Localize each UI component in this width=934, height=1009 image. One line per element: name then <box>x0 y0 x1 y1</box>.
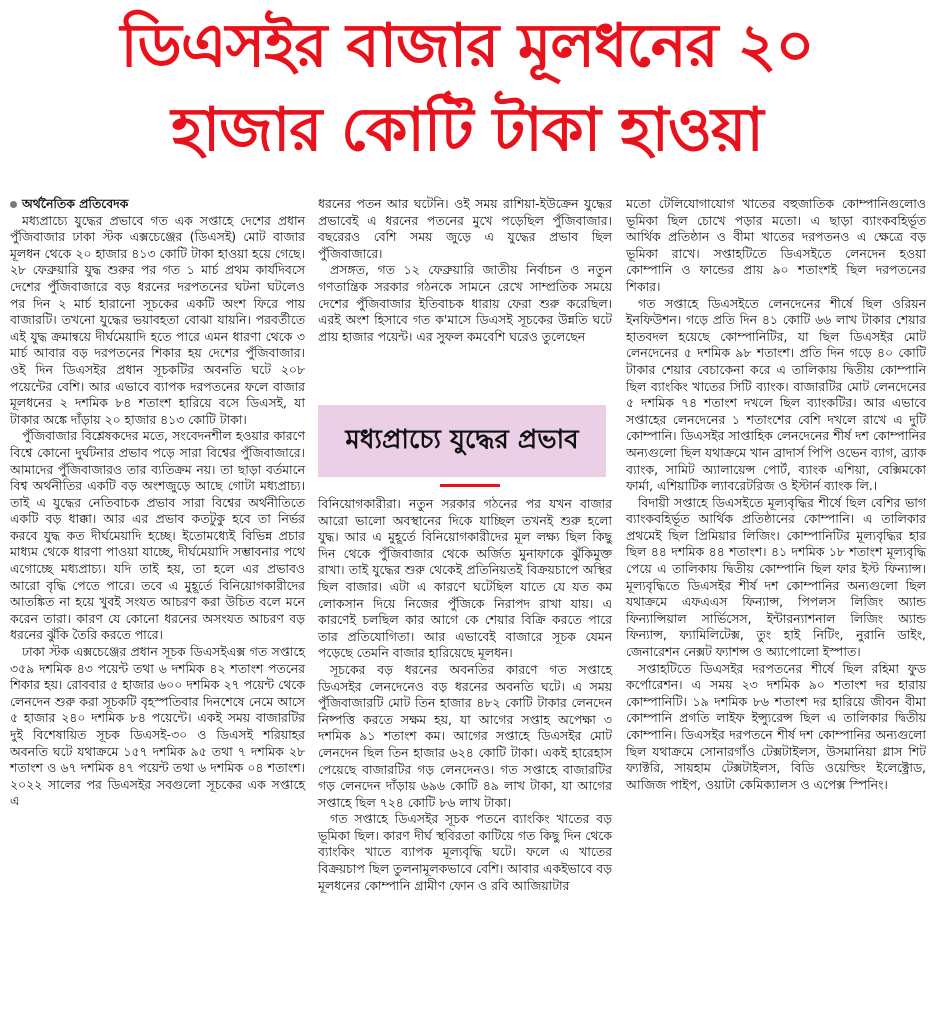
column-1 <box>10 196 305 810</box>
paragraph: পুঁজিবাজার বিশ্লেষকদের মতে, সংবেদনশীল হওয়ার কারণে বিশ্বে কোনো দুর্ঘটনার প্রভাব পড়ে সারা বিশ্বের পুঁজিবাজারে। আমাদের পুঁজিবাজারও তার ব্যতিক্রম নয়। তা ছাড়া বর্তমানে বিশ্ব অর্থনীতির একটি বড় অংশজুড়ে আছে গোটা মধ্যপ্রাচ্য। তাই এ যুদ্ধের নেতিবাচক প্রভাব সারা বিশ্বের অর্থনীতিতে একটি বড় ধাক্কা। আর এর প্রভাব কতটুকু হবে তা নির্ভর করবে যুদ্ধ কত দীর্ঘমেয়াদি হচ্ছে। ইতোমধ্যেই বিভিন্ন প্রচার মাধ্যম থেকে ধারণা পাওয়া যাচ্ছে, দীর্ঘমেয়াদি সম্ভাবনার পথে এগোচ্ছে মধ্যপ্রাচ্য। যদি তাই হয়, তা হলে এর প্রভাবও আরো বৃদ্ধি পেতে পারে। তবে এ মুহূর্তে বিনিয়োগকারীদের আতঙ্কিত না হয়ে খুবই সংযত আচরণ করা উচিত বলে মনে করেন তারা। কারণ যে কোনো ধরনের অসংযত আচরণ বড় ধরনের ঝুঁকি তৈরি করতে পারে। <box>10 428 305 643</box>
headline-line-2: হাজার কোটি টাকা হাওয়া <box>171 95 763 165</box>
paragraph: মতো টেলিযোগাযোগ খাতের বহুজাতিক কোম্পানিগুলোও ভূমিকা ছিল চোখে পড়ার মতো। এ ছাড়া ব্যাংকবহির্ভূত আর্থিক প্রতিষ্ঠান ও বীমা খাতের দরপতনও এ ক্ষেত্রে বড় ভূমিকা রাখে। সপ্তাহটিতে ডিএসইতে লেনদেন হওয়া কোম্পানি ও ফান্ডের প্রায় ৯০ শতাংশই ছিল দরপতনের শিকার। <box>626 196 926 294</box>
paragraph: মধ্যপ্রাচ্যে যুদ্ধের প্রভাবে গত এক সপ্তাহে দেশের প্রধান পুঁজিবাজার ঢাকা স্টক এক্সচেঞ্জের (ডিএসই) মোট বাজার মূলধন থেকে ২০ হাজার ৪১৩ কোটি টাকা হাওয়া হয়ে গেছে। ২৮ ফেব্রুয়ারি যুদ্ধ শুরুর পর গত ১ মার্চ প্রথম কার্যদিবসে দেশের পুঁজিবাজারে বড় ধরনের দরপতনের ঘটনা ঘটলেও পর দিন ২ মার্চ হারানো সূচকের একটি অংশ ফিরে পায় বাজারটি। তখনো যুদ্ধের ভয়াবহতা বোঝা যায়নি। পরবর্তীতে এই যুদ্ধ ক্রমান্বয়ে দীর্ঘমেয়াদি হতে পারে এমন ধারণা থেকে ৩ মার্চ আবার বড় দরপতনের শিকার হয় দেশের পুঁজিবাজার। ওই দিন ডিএসইর প্রধান সূচকটির অবনতি ঘটে ২০৮ পয়েন্টের বেশি। আর এভাবে ব্যাপক দরপতনের ফলে বাজার মূলধনের ২ দশমিক ৮৪ শতাংশ হারিয়ে বসে ডিএসই, যা টাকার অঙ্কে দাঁড়ায় ২০ হাজার ৪১৩ কোটি টাকা। <box>10 212 305 427</box>
paragraph: ঢাকা স্টক এক্সচেঞ্জের প্রধান সূচক ডিএসইএক্স গত সপ্তাহে ৩৫৯ দশমিক ৪৩ পয়েন্ট তথা ৬ দশমিক ৪২ শতাংশ পতনের শিকার হয়। রোববার ৫ হাজার ৬০০ দশমিক ২৭ পয়েন্ট থেকে লেনদেন শুরু করা সূচকটি বৃহস্পতিবার দিনশেষে নেমে আসে ৫ হাজার ২৪০ দশমিক ৮৪ পয়েন্টে। একই সময় বাজারটির দুই বিশেষায়িত সূচক ডিএসই-৩০ ও ডিএসই শরিয়াহর অবনতি ঘটে যথাক্রমে ১৫৭ দশমিক ৯৫ তথা ৭ দশমিক ২৮ শতাংশ ও ৬৭ দশমিক ৪৭ পয়েন্ট তথা ৬ দশমিক ০৪ শতাংশ। ২০২২ সালের পর ডিএসইর সবগুলো সূচকের এক সপ্তাহে এ <box>10 644 305 809</box>
headline-line-1: ডিএসইর বাজার মূলধনের ২০ <box>120 11 814 81</box>
column-2-top <box>318 196 612 345</box>
headline <box>0 4 934 172</box>
paragraph: প্রসঙ্গত, গত ১২ ফেব্রুয়ারি জাতীয় নির্বাচন ও নতুন গণতান্ত্রিক সরকার গঠনকে সামনে রেখে সাম্প্রতিক সময়ে দেশের পুঁজিবাজার ইতিবাচক ধারায় ফেরা শুরু করেছিল। এরই অংশ হিসাবে গত ক'মাসে ডিএসই সূচকের উন্নতি ঘটে প্রায় হাজার পয়েন্ট। এর সুফল কমবেশি ঘরেও তুলেছেন <box>318 262 612 344</box>
paragraph: গত সপ্তাহে ডিএসইতে লেনদেনের শীর্ষে ছিল ওরিয়ন ইনফিউশন। গড়ে প্রতি দিন ৪১ কোটি ৬৬ লাখ টাকার শেয়ার হাতবদল হয়েছে কোম্পানিটির, যা ছিল ডিএসইর মোট লেনদেনের ৫ দশমিক ৯৮ শতাংশ। প্রতি দিন গড়ে ৪০ কোটি টাকার শেয়ার বেচাকেনা করে এ তালিকায় দ্বিতীয় কোম্পানি ছিল ব্যাংকিং খাতের সিটি ব্যাংক। বাজারটির মোট লেনদেনের ৫ দশমিক ৭৪ শতাংশ দখলে ছিল ব্যাংকটির। আর এভাবে সপ্তাহের লেনদেনের ১ শতাংশের বেশি দখলে রাখে এ দুটি কোম্পানি। ডিএসইর সাপ্তাহিক লেনদেনের শীর্ষ দশ কোম্পানির অন্যগুলো ছিল যথাক্রমে খান ব্রাদার্স পিপি ওভেন ব্যাগ, ব্র্যাক ব্যাংক, সামিট অ্যালায়েন্স পোর্ট, ব্যাংক এশিয়া, বেক্সিমকো ফার্মা, এশিয়াটিক ল্যাবরেটরিজ ও ইস্টার্ন ব্যাংক লি.। <box>626 295 926 494</box>
paragraph: সপ্তাহটিতে ডিএসইর দরপতনের শীর্ষে ছিল রহিমা ফুড কর্পোরেশন। এ সময় ২৩ দশমিক ৯০ শতাংশ দর হারায় কোম্পানিটি। ১৯ দশমিক ৮৬ শতাংশ দর হারিয়ে জীবন বীমা কোম্পানি প্রগতি লাইফ ইন্স্যুরেন্স ছিল এ তালিকার দ্বিতীয় কোম্পানি। ডিএসইর দরপতনে শীর্ষ দশ কোম্পানির অন্যগুলো ছিল যথাক্রমে সোনারগাঁও টেক্সটাইলস, উসমানিয়া গ্লাস শিট ফ্যাক্টরি, সায়হাম টেক্সটাইলস, বিডি ওয়েল্ডিং ইলেক্ট্রোড, আজিজ পাইপ, ওয়াটা কেমিক্যালস ও এপেক্স স্পিনিং। <box>626 660 926 792</box>
column-3 <box>626 196 926 793</box>
bullet-dot-icon <box>10 201 17 208</box>
paragraph: গত সপ্তাহে ডিএসইর সূচক পতনে ব্যাংকিং খাতের বড় ভূমিকা ছিল। কারণ দীর্ঘ স্থবিরতা কাটিয়ে গত কিছু দিন থেকে ব্যাংকিং খাতে ব্যাপক মূল্যবৃদ্ধি ঘটে। ফলে এ খাতের বিক্রয়চাপ ছিল তুলনামূলকভাবে বেশি। আবার একইভাবে বড় মূলধনের কোম্পানি গ্রামীণ ফোন ও রবি আজিয়াটার <box>318 811 612 893</box>
subheading-rule <box>440 484 500 487</box>
paragraph: বিদায়ী সপ্তাহে ডিএসইতে মূল্যবৃদ্ধির শীর্ষে ছিল বেশির ভাগ ব্যাংকবহির্ভূত আর্থিক প্রতিষ্ঠানের কোম্পানি। এ তালিকার প্রথমেই ছিল প্রিমিয়ার লিজিং। কোম্পানিটির মূল্যবৃদ্ধির হার ছিল ৪৪ দশমিক ৪৪ শতাংশ। ৪১ দশমিক ১৮ শতাংশ মূল্যবৃদ্ধি পেয়ে এ তালিকায় দ্বিতীয় কোম্পানি ছিল ফার ইস্ট ফিন্যান্স। মূল্যবৃদ্ধিতে ডিএসইর শীর্ষ দশ কোম্পানির অন্যগুলো ছিল যথাক্রমে এফএএস ফিন্যান্স, পিপলস লিজিং অ্যান্ড ফিন্যান্সিয়াল সার্ভিসেস, ইন্টারন্যাশনাল লিজিং অ্যান্ড ফিন্যান্স, ফ্যামিলিটেক্স, তুং হাই নিটিং, নুরানি ডাইং, জেনারেশন নেক্সট ফ্যাশন্স ও অ্যাপোলো ইস্পাত। <box>626 494 926 660</box>
paragraph: বিনিয়োগকারীরা। নতুন সরকার গঠনের পর যখন বাজার আরো ভালো অবস্থানের দিকে যাচ্ছিল তখনই শুরু হলো যুদ্ধ। আর এ মুহূর্তে বিনিয়োগকারীদের মূল লক্ষ্য ছিল কিছু দিন থেকে পুঁজিবাজার থেকে অর্জিত মুনাফাকে ঝুঁকিমুক্ত রাখা। তাই যুদ্ধের শুরু থেকেই প্রতিনিয়তই বিক্রয়চাপে অস্থির ছিল বাজার। এটা এ কারণে ঘটেছিল যাতে যে যত কম লোকসান দিয়ে নিজের পুঁজিকে নিরাপদ রাখা যায়। এ কারণেই চলছিল কার আগে কে শেয়ার বিক্রি করতে পারে তার প্রতিযোগিতা। আর এভাবেই বাজারে সূচক যেমন পড়েছে তেমনি বাজার হারিয়েছে মূলধন। <box>318 496 612 661</box>
byline <box>10 196 305 213</box>
paragraph: সূচকের বড় ধরনের অবনতির কারণে গত সপ্তাহে ডিএসইর লেনদেনেও বড় ধরনের অবনতি ঘটে। এ সময় পুঁজিবাজারটি মোট তিন হাজার ৪৮২ কোটি টাকার লেনদেন নিষ্পত্তি করতে সক্ষম হয়, যা আগের সপ্তাহ অপেক্ষা ৩ দশমিক ৯১ শতাংশ কম। আগের সপ্তাহে ডিএসইর মোট লেনদেন ছিল তিন হাজার ৬২৪ কোটি টাকা। একই হারেহাস পেয়েছে বাজারটির গড় লেনদেনও। গত সপ্তাহে বাজারটির গড় লেনদেন দাঁড়ায় ৬৯৬ কোটি ৪৯ লাখ টাকা, যা আগের সপ্তাহে ছিল ৭২৪ কোটি ৮৬ লাখ টাকা। <box>318 661 612 810</box>
paragraph: ধরনের পতন আর ঘটেনি। ওই সময় রাশিয়া-ইউক্রেন যুদ্ধের প্রভাবেই এ ধরনের পতনের মুখে পড়েছিল পুঁজিবাজার। বছরেরও বেশি সময় জুড়ে এ যুদ্ধের প্রভাব ছিল পুঁজিবাজারে। <box>318 196 612 261</box>
byline-text: অর্থনৈতিক প্রতিবেদক <box>22 196 129 211</box>
subheading: মধ্যপ্রাচ্যে যুদ্ধের প্রভাব <box>345 425 579 455</box>
column-2-bottom <box>318 496 612 894</box>
subheading-box <box>318 405 606 477</box>
